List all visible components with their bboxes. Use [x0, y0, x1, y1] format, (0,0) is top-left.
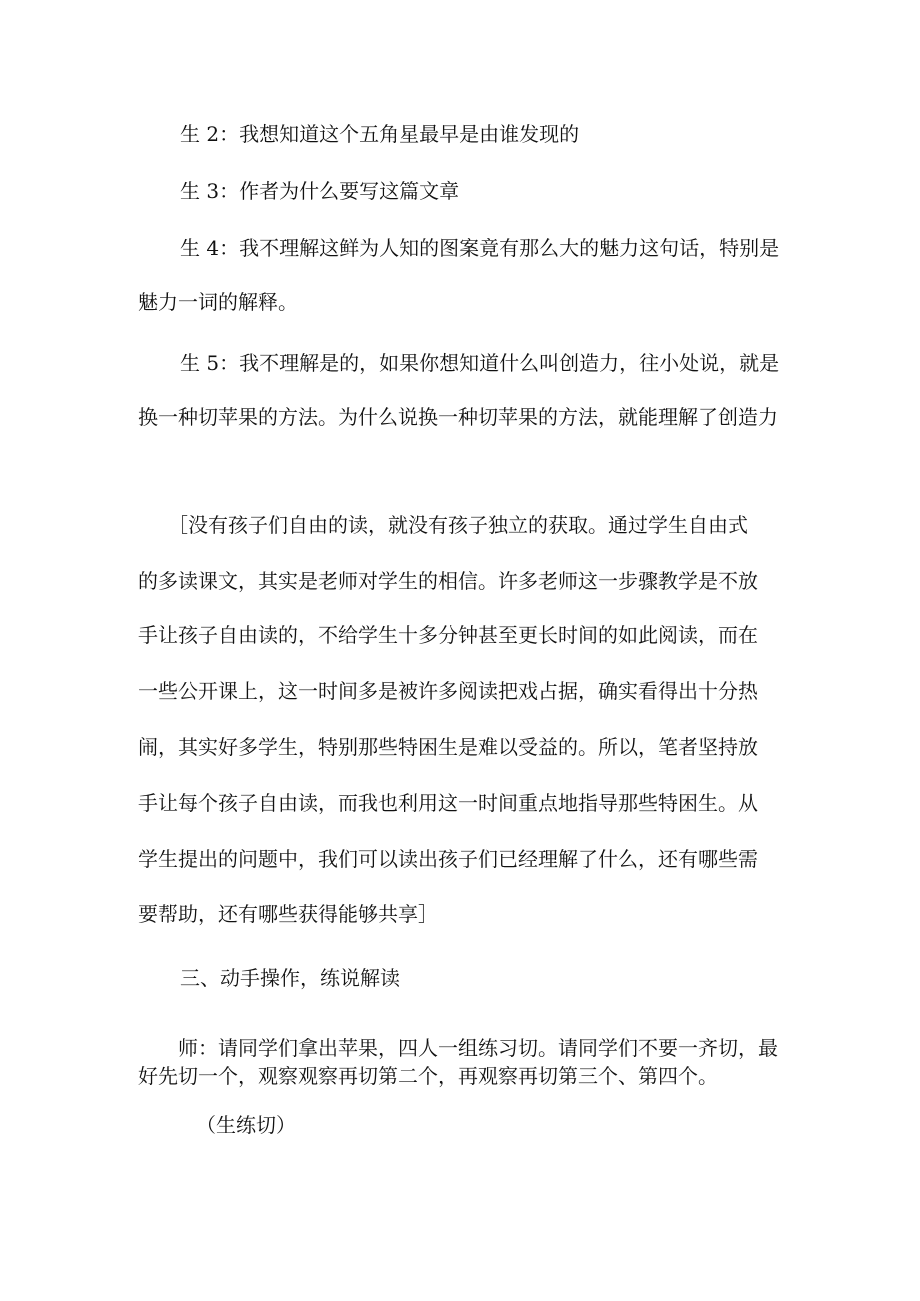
commentary-line: 的多读课文，其实是老师对学生的相信。许多老师这一步骤教学是不放 [138, 569, 758, 593]
student-question-4: 生 4：我不理解这鲜为人知的图案竟有那么大的魅力这句话，特别是 [180, 236, 780, 260]
section-heading: 三、动手操作，练说解读 [180, 966, 400, 990]
commentary-line: 闹，其实好多学生，特别那些特困生是难以受益的。所以，笔者坚持放 [138, 735, 758, 759]
teacher-instruction-line: 师：请同学们拿出苹果，四人一组练习切。请同学们不要一齐切，最 [178, 1036, 778, 1060]
student-action: （生练切） [196, 1113, 296, 1137]
student-question-4-continued: 魅力一词的解释。 [138, 290, 298, 314]
commentary-line: 学生提出的问题中，我们可以读出孩子们已经理解了什么，还有哪些需 [138, 847, 758, 871]
commentary-line: 手让每个孩子自由读，而我也利用这一时间重点地指导那些特困生。从 [138, 791, 758, 815]
student-question-3: 生 3：作者为什么要写这篇文章 [180, 179, 460, 203]
student-question-2: 生 2：我想知道这个五角星最早是由谁发现的 [180, 122, 580, 146]
teacher-instruction-line: 好先切一个，观察观察再切第二个，再观察再切第三个、第四个。 [138, 1064, 718, 1088]
commentary-line: 手让孩子自由读的，不给学生十多分钟甚至更长时间的如此阅读，而在 [138, 623, 758, 647]
student-question-5-continued: 换一种切苹果的方法。为什么说换一种切苹果的方法，就能理解了创造力 [138, 405, 778, 429]
student-question-5: 生 5：我不理解是的，如果你想知道什么叫创造力，往小处说，就是 [180, 351, 780, 375]
commentary-line: 一些公开课上，这一时间多是被许多阅读把戏占据，确实看得出十分热 [138, 679, 758, 703]
commentary-line: 要帮助，还有哪些获得能够共享］ [138, 902, 438, 926]
commentary-line: ［没有孩子们自由的读，就没有孩子独立的获取。通过学生自由式 [168, 513, 748, 537]
